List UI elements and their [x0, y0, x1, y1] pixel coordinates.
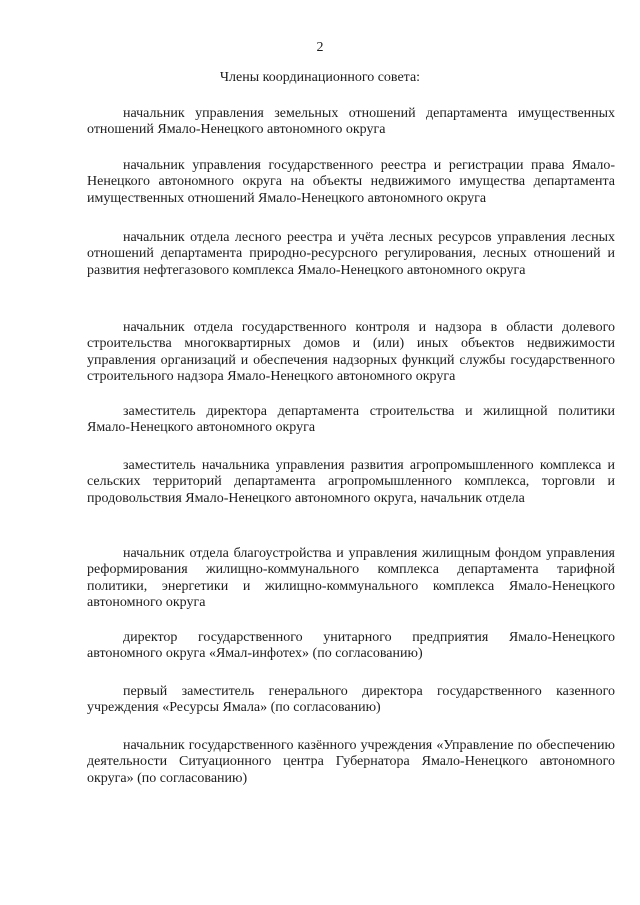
member-item-9: первый заместитель генерального директора государственного казенного учреждения «Ресурсы Ямала» (по согласованию) [87, 684, 615, 716]
member-item-1: начальник управления земельных отношений департамента имущественных отношений Ямало-Ненецкого автономного округа [87, 106, 615, 138]
member-item-4: начальник отдела государственного контроля и надзора в области долевого строительства многоквартирных домов и (или) иных объектов недвижимости управления организаций и обеспечения надзорных функций службы государственного строительного надзора Ямало-Ненецкого автономного округа [87, 320, 615, 384]
member-item-8: директор государственного унитарного предприятия Ямало-Ненецкого автономного округа «Ямал-инфотех» (по согласованию) [87, 630, 615, 662]
page-number: 2 [316, 40, 324, 55]
member-item-3: начальник отдела лесного реестра и учёта лесных ресурсов управления лесных отношений департамента природно-ресурсного регулирования, лесных отношений и развития нефтегазового комплекса Ямало-Ненецкого автономного округа [87, 230, 615, 278]
member-item-6: заместитель начальника управления развития агропромышленного комплекса и сельских территорий департамента агропромышленного комплекса, торговли и продовольствия Ямало-Ненецкого автономного округа, начальник отдела [87, 458, 615, 506]
member-item-10: начальник государственного казённого учреждения «Управление по обеспечению деятельности Ситуационного центра Губернатора Ямало-Ненецкого автономного округа» (по согласованию) [87, 738, 615, 786]
member-item-7: начальник отдела благоустройства и управления жилищным фондом управления реформирования жилищно-коммунального комплекса департамента тарифной политики, энергетики и жилищно-коммунального комплекса Ямало-Ненецкого автономного округа [87, 546, 615, 610]
member-item-5: заместитель директора департамента строительства и жилищной политики Ямало-Ненецкого автономного округа [87, 404, 615, 436]
member-item-2: начальник управления государственного реестра и регистрации права Ямало-Ненецкого автономного округа на объекты недвижимого имущества департамента имущественных отношений Ямало-Ненецкого автономного округа [87, 158, 615, 206]
page-heading: Члены координационного совета: [219, 70, 421, 85]
